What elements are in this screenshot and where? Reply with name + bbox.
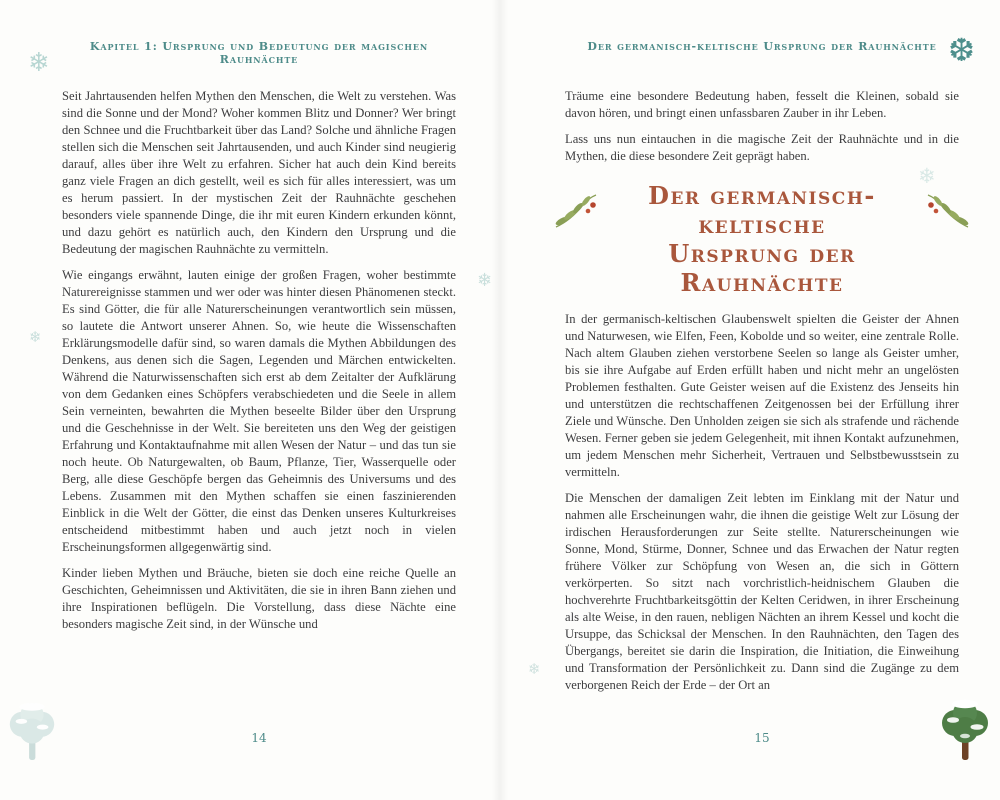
page-number: 15 <box>754 731 770 745</box>
snowflake-icon: ❄ <box>918 164 936 188</box>
paragraph: Lass uns nun eintauchen in die magische Zeit der Rauhnächte und in die Mythen, die diese besondere Zeit geprägt haben. <box>565 132 959 163</box>
paragraph: Die Menschen der damaligen Zeit lebten im Einklang mit der Natur und nahmen alle Erscheinungen wahr, die ihnen die geistige Welt zur Lösung der irdischen Herausforderungen zur Seite stellte. Naturerscheinungen wie Sonne, Mond, Stürme, Donner, Schnee und das Erwachen der Natur regten frühere Völker zur Schöpfung von Wesen an, die sich in Göttern verkörperten. So sitzt nach vorchristlich-heidnischem Glauben die hochverehrte Fruchtbarkeitsgöttin der Kelten Ceridwen, in ihrer Erscheinung als alte Weise, in den rauen, nebligen Nächten an ihrem Kessel und kocht die Ursuppe, das Schicksal der Menschen. In den Rauhnächten, den Tagen des Übergangs, bereitet sie darin die Inspiration, die Initiation, die Einweihung und Transformation der Persönlichkeit zu. Dann sind die Zugänge zu dem verborgenen Reich der Erde – der Ort an <box>565 491 959 692</box>
snowflake-icon: ❄ <box>28 48 50 78</box>
paragraph: Kinder lieben Mythen und Bräuche, bieten sie doch eine reiche Quelle an Geschichten, Geheimnissen und Aktivitäten, die sie in ihren Bann ziehen und ihre Inspirationen beflügeln. Die Vorstellung, dass diese Nächte eine besonders magische Zeit sind, in der Wünsche und <box>62 566 456 631</box>
paragraph: In der germanisch-keltischen Glaubenswelt spielten die Geister der Ahnen und Naturwesen, wie Elfen, Feen, Kobolde und so weiter, eine zentrale Rolle. Nach altem Glauben ziehen verstorbene Seelen so lange als Geister umher, bis sie ihre Aufgabe auf Erden erfüllt haben und nicht mehr an ungelösten Problemen festhalten. Gute Geister weisen auf die Existenz des Jenseits hin und unterstützen die rechtschaffenen Zeitgenossen bei der Erfüllung ihrer Ziele und Wünsche. Den Unholden zeigen sie sich als strafende und rächende Wesen. Ferner geben sie jedem Gelegenheit, mit ihnen Kontakt aufzunehmen, um jedem Menschen mehr Sicherheit, Vertrauen und Selbstbewusstsein zu vermitteln. <box>565 312 959 479</box>
page-gutter-shadow <box>492 0 508 800</box>
snowflake-icon: ❄ <box>528 660 541 678</box>
snowflake-icon: ❄ <box>29 328 42 346</box>
snowy-tree-illustration <box>936 696 994 769</box>
paragraph: Träume eine besondere Bedeutung haben, fesselt die Kleinen, sobald sie davon hören, und bringt einen unfassbaren Zauber in ihr Leben. <box>565 89 959 120</box>
snowy-tree-illustration <box>4 698 60 769</box>
heading-line-2: Ursprung der Rauhnächte <box>668 239 856 297</box>
snowflake-icon: ❄ <box>477 270 493 291</box>
paragraph: Wie eingangs erwähnt, lauten einige der großen Fragen, woher bestimmte Naturereignisse stammen und wer oder was hinter diesen Phänomenen steckt. Es sind Götter, die für alle Naturerscheinungen verantwortlich sein müssen, so lautete die Antwort unserer Ahnen. So, wie heute die Wissenschaften Erklärungsmodelle dafür sind, so waren damals die Mythen Abbildungen des Denkens, aus denen sich die Sagen, Legenden und Märchen entwickelten. Während die Naturwissenschaften sich erst ab dem Zeitalter der Aufklärung von dem Gedanken eines Schöpfers verabschiedeten und die Seele in allem Sein verneinten, bewahrten die Mythen beseelte Bilder über den Ursprung und die Geschehnisse in der Welt. Sie bereiteten uns den Weg der geistigen Erfahrung und Kontaktaufnahme mit allen Wesen der Natur – und das tun sie noch heute. Ob Naturgewalten, ob Baum, Pflanze, Tier, Wasserquelle oder Berg, alle diese Geschöpfe bergen das Geheimnis des Universums und des Lebens. Zusammen mit den Mythen schaffen sie einen faszinierenden Einblick in die Welt der Götter, die einst das Denken unseres Kulturkreises entscheidend mitbestimmt haben und auch jetzt noch in vielen Erscheinungsformen allgegenwärtig sind. <box>62 268 456 554</box>
heading-line-1: Der germanisch-keltische <box>648 181 876 239</box>
chapter-heading <box>565 181 959 297</box>
page-number: 14 <box>251 731 267 745</box>
running-header-left: Kapitel 1: Ursprung und Bedeutung der magischen Rauhnächte <box>89 40 429 66</box>
leaf-branch-icon <box>925 191 971 236</box>
left-page <box>62 88 456 642</box>
snowflake-icon: ❆ <box>948 31 975 69</box>
paragraph: Seit Jahrtausenden helfen Mythen den Menschen, die Welt zu verstehen. Was sind die Sonne und der Mond? Woher kommen Blitz und Donner? Wer bringt den Schnee und die Fruchtbarkeit über das Land? Solche und ähnliche Fragen stellen sich die Menschen seit Jahrtausenden, und auch Kinder sind neugierig darauf, alles über ihre Welt zu erfahren. Sicher hat auch dein Kind bereits ganz viele Fragen an dich gestellt, weil es sich für alles interessiert, was um es herum passiert. In der mystischen Zeit der Rauhnächte geschehen besonders viele spannende Dinge, die ihr mit euren Kindern erkunden könnt, und dazu gehört es natürlich auch, den Kindern den Ursprung und die Bedeutung der magischen Rauhnächte zu vermitteln. <box>62 89 456 256</box>
running-header-right: Der germanisch-keltische Ursprung der Rauhnächte <box>587 40 937 53</box>
right-page <box>565 88 959 703</box>
leaf-branch-icon <box>553 191 599 236</box>
